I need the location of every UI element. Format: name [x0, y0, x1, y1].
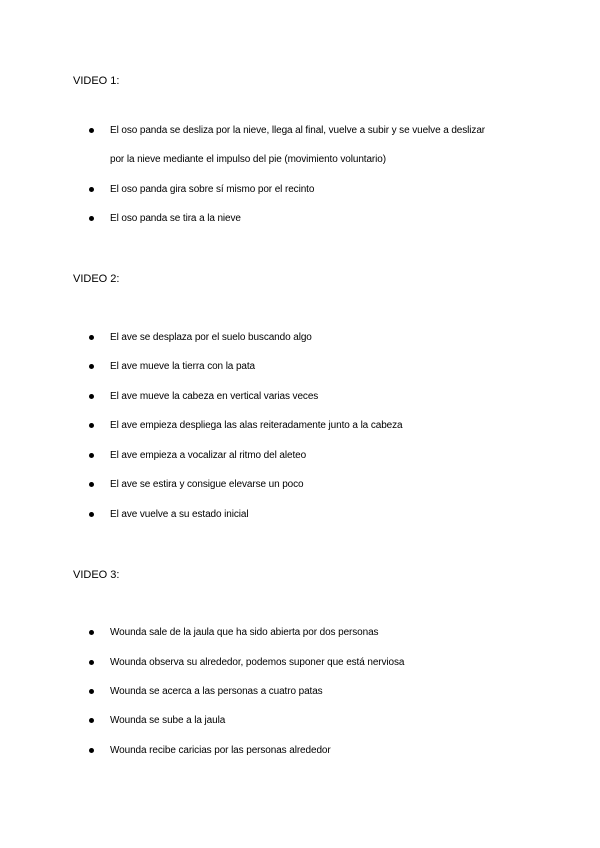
list-item-text: El oso panda se tira a la nieve: [110, 213, 241, 224]
bullet-icon: [89, 453, 94, 458]
section-heading-video-3: VIDEO 3:: [73, 569, 120, 581]
bullet-icon: [89, 216, 94, 221]
bullet-icon: [89, 748, 94, 753]
bullet-icon: [89, 660, 94, 665]
bullet-icon: [89, 689, 94, 694]
bullet-icon: [89, 335, 94, 340]
list-item-text: El oso panda gira sobre sí mismo por el recinto: [110, 184, 315, 195]
list-item-text-continued: por la nieve mediante el impulso del pie (movimiento voluntario): [110, 154, 386, 165]
bullet-icon: [89, 512, 94, 517]
list-item-text: El ave empieza despliega las alas reiteradamente junto a la cabeza: [110, 420, 403, 431]
list-item-text: Wounda observa su alrededor, podemos suponer que está nerviosa: [110, 657, 405, 668]
bullet-icon: [89, 630, 94, 635]
section-heading-video-2: VIDEO 2:: [73, 273, 120, 285]
bullet-icon: [89, 128, 94, 133]
list-item-text: El ave empieza a vocalizar al ritmo del aleteo: [110, 450, 307, 461]
list-item-text: El ave vuelve a su estado inicial: [110, 509, 249, 520]
list-item-text: Wounda se acerca a las personas a cuatro patas: [110, 686, 323, 697]
list-item-text: Wounda se sube a la jaula: [110, 715, 226, 726]
list-item-text: Wounda recibe caricias por las personas alrededor: [110, 745, 331, 756]
bullet-icon: [89, 394, 94, 399]
bullet-icon: [89, 364, 94, 369]
bullet-icon: [89, 423, 94, 428]
section-heading-video-1: VIDEO 1:: [73, 75, 120, 87]
list-item-text: El oso panda se desliza por la nieve, llega al final, vuelve a subir y se vuelve a deslizar: [110, 125, 486, 136]
list-item-text: Wounda sale de la jaula que ha sido abierta por dos personas: [110, 627, 379, 638]
bullet-icon: [89, 482, 94, 487]
list-item-text: El ave mueve la cabeza en vertical varias veces: [110, 391, 319, 402]
list-item-text: El ave se desplaza por el suelo buscando algo: [110, 332, 312, 343]
list-item-text: El ave se estira y consigue elevarse un poco: [110, 479, 304, 490]
bullet-icon: [89, 187, 94, 192]
bullet-icon: [89, 718, 94, 723]
list-item-text: El ave mueve la tierra con la pata: [110, 361, 256, 372]
